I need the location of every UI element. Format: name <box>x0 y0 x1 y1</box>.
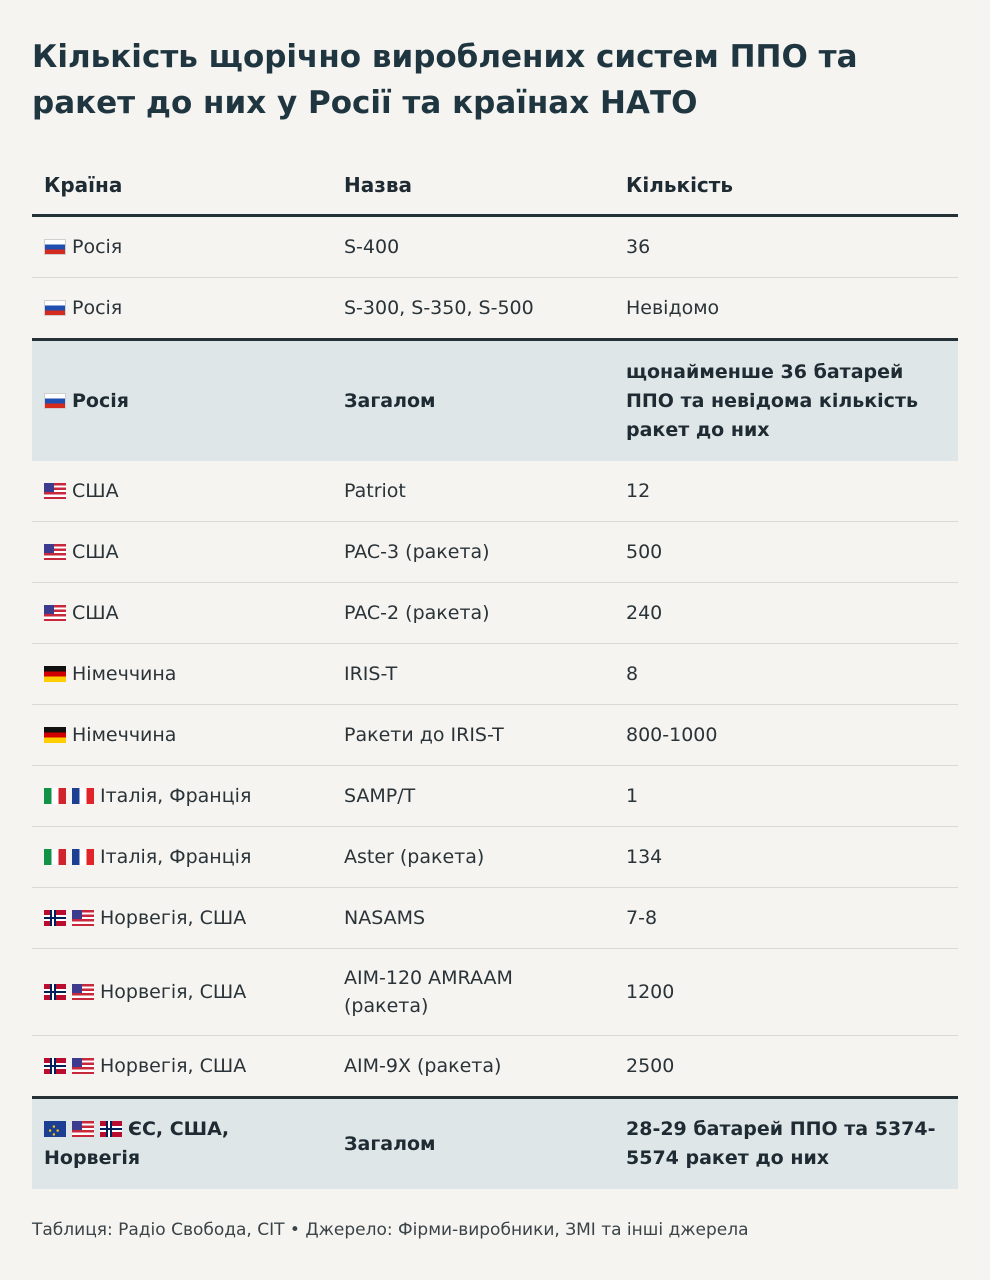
country-cell <box>32 1036 332 1098</box>
source-footer: Таблиця: Радіо Свобода, CIT • Джерело: Фірми-виробники, ЗМІ та інші джерела <box>32 1220 749 1240</box>
country-cell <box>32 827 332 888</box>
country-label: Німеччина <box>72 724 177 746</box>
country-label: Росія <box>72 389 129 412</box>
quantity-cell: щонайменше 36 батарей ППО та невідома кількість ракет до них <box>614 340 958 462</box>
table-row <box>32 888 958 949</box>
russia-flag-icon <box>44 300 66 316</box>
quantity-cell: Невідомо <box>626 297 720 319</box>
country-label: Норвегія, США <box>100 907 247 929</box>
country-cell <box>32 461 332 522</box>
country-cell <box>32 216 332 278</box>
table-row <box>32 522 958 583</box>
russia-flag-icon <box>44 393 66 409</box>
header-row <box>32 156 958 216</box>
country-cell <box>32 949 332 1036</box>
usa-flag-icon <box>44 605 66 621</box>
country-label: ЄС, США, Норвегія <box>44 1118 230 1169</box>
country-label: Італія, Франція <box>100 785 252 807</box>
country-cell <box>32 1098 332 1190</box>
table-row <box>32 1036 958 1098</box>
system-name-cell: AIM-9X (ракета) <box>344 1055 502 1077</box>
summary-row <box>32 1098 958 1190</box>
quantity-cell: 134 <box>614 827 958 888</box>
header-name: Назва <box>332 156 614 216</box>
table-body <box>32 216 958 1190</box>
summary-row <box>32 340 958 462</box>
norway-flag-icon <box>100 1121 122 1137</box>
quantity-cell: 800-1000 <box>614 705 958 766</box>
table-row <box>32 766 958 827</box>
table-row <box>32 705 958 766</box>
usa-flag-icon <box>72 1121 94 1137</box>
germany-flag-icon <box>44 666 66 682</box>
country-label: США <box>72 541 119 563</box>
table-row <box>32 583 958 644</box>
table-title: Кількість щорічно вироблених систем ППО та ракет до них у Росії та країнах НАТО <box>32 39 858 121</box>
usa-flag-icon <box>72 910 94 926</box>
quantity-cell: 240 <box>614 583 958 644</box>
country-cell <box>32 705 332 766</box>
eu-flag-icon <box>44 1121 66 1137</box>
table-row <box>32 949 958 1036</box>
italy-flag-icon <box>44 849 66 865</box>
france-flag-icon <box>72 788 94 804</box>
quantity-cell: 500 <box>614 522 958 583</box>
country-label: США <box>72 602 119 624</box>
system-name-cell: IRIS-T <box>332 644 614 705</box>
quantity-cell: 36 <box>614 216 958 278</box>
country-cell <box>32 340 332 462</box>
country-cell <box>32 583 332 644</box>
system-name-cell: Ракети до IRIS-T <box>332 705 614 766</box>
quantity-cell: 1200 <box>614 949 958 1036</box>
italy-flag-icon <box>44 788 66 804</box>
table-row <box>32 461 958 522</box>
system-name-cell: Aster (ракета) <box>332 827 614 888</box>
system-name-cell: Загалом <box>332 340 614 462</box>
header-country: Країна <box>32 156 332 216</box>
quantity-cell: 28-29 батарей ППО та 5374-5574 ракет до них <box>614 1098 958 1190</box>
quantity-cell: 7-8 <box>614 888 958 949</box>
country-label: Росія <box>72 297 123 319</box>
country-label: Норвегія, США <box>100 981 247 1003</box>
country-label: Італія, Франція <box>100 846 252 868</box>
country-label: Німеччина <box>72 663 177 685</box>
usa-flag-icon <box>72 984 94 1000</box>
country-cell <box>32 644 332 705</box>
system-name-cell: S-300, S-350, S-500 <box>344 297 534 319</box>
header-quantity: Кількість <box>614 156 958 216</box>
germany-flag-icon <box>44 727 66 743</box>
country-cell <box>32 766 332 827</box>
system-name-cell: S-400 <box>332 216 614 278</box>
country-cell <box>32 522 332 583</box>
country-label: Росія <box>72 236 123 258</box>
usa-flag-icon <box>72 1058 94 1074</box>
country-cell <box>32 278 332 340</box>
country-label: США <box>72 480 119 502</box>
table-row <box>32 644 958 705</box>
system-name-cell: PAC-3 (ракета) <box>332 522 614 583</box>
usa-flag-icon <box>44 544 66 560</box>
country-cell <box>32 888 332 949</box>
system-name-cell: Загалом <box>332 1098 614 1190</box>
quantity-cell: 12 <box>614 461 958 522</box>
norway-flag-icon <box>44 984 66 1000</box>
usa-flag-icon <box>44 483 66 499</box>
system-name-cell: NASAMS <box>332 888 614 949</box>
system-name-cell: PAC-2 (ракета) <box>332 583 614 644</box>
quantity-cell: 1 <box>614 766 958 827</box>
table-row <box>32 827 958 888</box>
system-name-cell: SAMP/T <box>332 766 614 827</box>
system-name-cell: Patriot <box>332 461 614 522</box>
norway-flag-icon <box>44 1058 66 1074</box>
quantity-cell: 8 <box>614 644 958 705</box>
table-row <box>32 216 958 278</box>
quantity-cell: 2500 <box>626 1055 675 1077</box>
russia-flag-icon <box>44 239 66 255</box>
country-label: Норвегія, США <box>100 1055 247 1077</box>
norway-flag-icon <box>44 910 66 926</box>
system-name-cell: AIM-120 AMRAAM (ракета) <box>332 949 614 1036</box>
air-defense-table <box>32 156 958 1189</box>
france-flag-icon <box>72 849 94 865</box>
table-row <box>32 278 958 340</box>
